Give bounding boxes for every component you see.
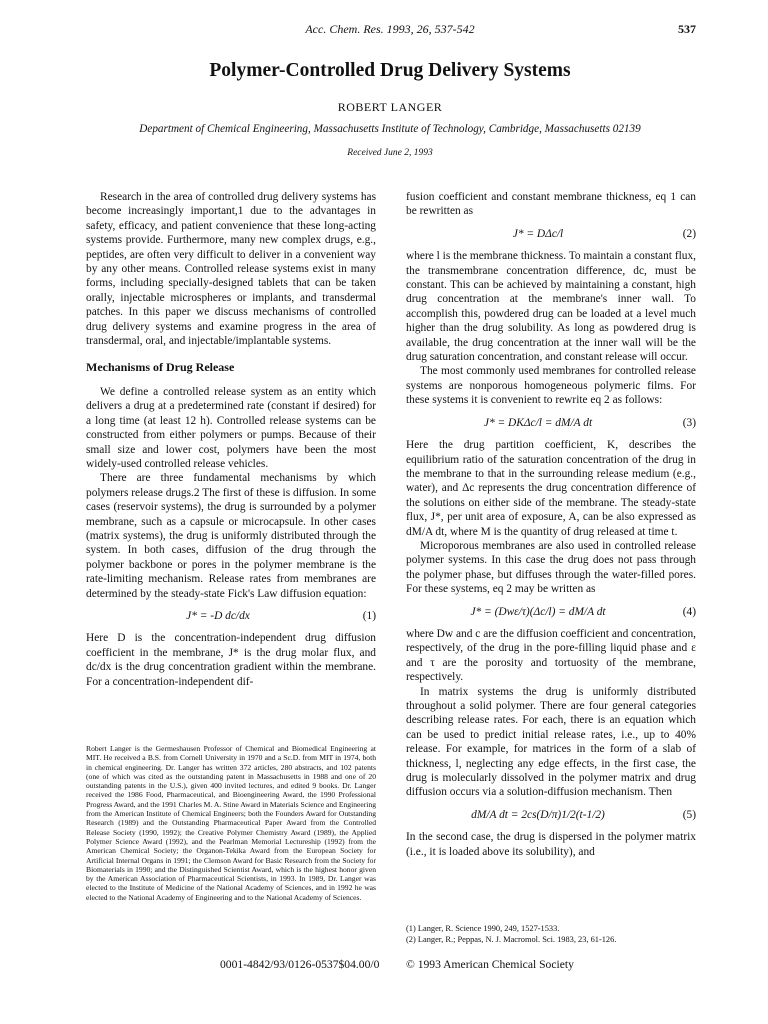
equation-number: (1) [362, 609, 376, 622]
author-name: ROBERT LANGER [337, 100, 443, 114]
page-footer [84, 958, 696, 974]
paragraph: fusion coefficient and constant membrane thickness, eq 1 can be rewritten as [406, 191, 696, 218]
equation-number: (3) [682, 416, 696, 429]
equation-text: J* = DKΔc/l = dM/A dt [483, 416, 593, 429]
paragraph: where Dw and c are the diffusion coefficient and concentration, respectively, of the drug in the pore-filling liquid phase and ε and τ are the porosity and tortuosity of the membrane, respectively. [406, 627, 696, 684]
running-head [84, 22, 696, 40]
paragraph: where l is the membrane thickness. To maintain a constant flux, the transmembrane concentration difference, dc, must be constant. This can be achieved by maintaining a constant, high drug concentration at the membrane's inner wall. To accomplish this, powdered drug can be loaded at a level much higher than the drug solubility. As long as powdered drug is available, the drug concentration at the inner wall will be the drug saturation concentration, and constant release will occur. [406, 250, 697, 364]
paragraph: We define a controlled release system as an entity which delivers a drug at a predetermined rate (constant if desired) for a long time (at least 12 h). Controlled release systems can be constructed from either polymers or pumps. Because of their small size and lower cost, polymers have been the most widely-used controlled release vehicles. [86, 385, 376, 470]
equation-3 [406, 416, 696, 430]
equation-5 [406, 808, 696, 822]
right-column [406, 190, 696, 859]
paragraph: Here D is the concentration-independent drug diffusion coefficient in the membrane, J* is the drug molar flux, and dc/dx is the drug concentration gradient within the membrane. For a concentration-independent dif- [86, 632, 376, 688]
equation-text: dM/A dt = 2cs(D/π)1/2(t-1/2) [471, 808, 605, 821]
equation-4 [406, 605, 696, 619]
journal-citation: Acc. Chem. Res. 1993, 26, 537-542 [305, 22, 475, 36]
equation-text: J* = (Dwε/τ)(Δc/l) = dM/A dt [470, 605, 606, 618]
left-column [86, 190, 376, 689]
paragraph: In matrix systems the drug is uniformly distributed throughout a solid polymer. There are four general categories describing release rates. For each, there is an equation which can be used to predict initial release rates, i.e., up to 40% release. For example, for matrices in the form of a slab of thickness, l, neglecting any edge effects, in the first case, the drug is molecularly dissolved in the polymer matrix and drug diffusion occurs via a solution-diffusion mechanism. Then [406, 685, 696, 799]
received-date: Received June 2, 1993 [347, 148, 433, 158]
equation-number: (4) [682, 605, 696, 618]
equation-2 [406, 227, 696, 241]
reference-item: (1) Langer, R. Science 1990, 249, 1527-1533. [406, 924, 560, 933]
equation-text: J* = -D dc/dx [186, 609, 250, 622]
paragraph: Here the drug partition coefficient, K, describes the equilibrium ratio of the saturation concentration of the drug in the membrane to that in the surrounding release medium (e.g., water), and Δc represents the drug concentration difference of the solutions on either side of the membrane. The steady-state flux, J*, per unit area of exposure, A, can be also expressed as dM/A dt, where M is the quantity of drug released at time t. [406, 439, 696, 538]
paragraph: In the second case, the drug is dispersed in the polymer matrix (i.e., it is loaded above its solubility), and [406, 831, 696, 858]
intro-paragraph: Research in the area of controlled drug delivery systems has become increasingly important,1 due to the advantages in safety, efficacy, and patient convenience that these long-acting systems provide. Furthermore, many new complex drugs, e.g., peptides, are often very difficult to deliver in a convenient way by any other means. Controlled release systems exist in many forms, including specially-designed tablets that can be taken orally, injectable microspheres or implants, and transdermal patches. In this paper we discuss mechanisms of controlled drug delivery systems and examine progress in the area of transdermal, oral, and injectable/implantable systems. [86, 191, 376, 348]
author-affiliation: Department of Chemical Engineering, Massachusetts Institute of Technology, Cambridge, Massachusetts 02139 [139, 123, 641, 135]
equation-1 [86, 609, 376, 623]
reference-item: (2) Langer, R.; Peppas, N. J. Macromol. Sci. 1983, 23, 61-126. [406, 935, 617, 944]
copyright: © 1993 American Chemical Society [406, 958, 574, 971]
paragraph: There are three fundamental mechanisms by which polymers release drugs.2 The first of these is diffusion. In some cases (reservoir systems), the drug is surrounded by a polymer membrane, such as a capsule or microcapsule. In other cases (matrix systems), the drug is uniformly distributed through the system. In both cases, diffusion of the drug through the polymer backbone or pores in the polymer membrane is the rate-limiting mechanism. Release rates from membranes are determined by the steady-state Fick's Law diffusion equation: [86, 472, 376, 600]
equation-number: (5) [682, 808, 696, 821]
section-heading: Mechanisms of Drug Release [86, 360, 235, 375]
equation-text: J* = DΔc/l [512, 227, 564, 240]
paragraph: The most commonly used membranes for controlled release systems are nonporous homogeneous polymeric films. For these systems it is convenient to rewrite eq 2 as follows: [406, 365, 696, 407]
paragraph: Microporous membranes are also used in controlled release polymer systems. In this case the drug does not pass through the polymer phase, but diffuses through the water-filled pores. For these systems, eq 2 may be written as [406, 539, 696, 596]
article-title: Polymer-Controlled Drug Delivery Systems [209, 60, 571, 81]
references [406, 923, 696, 945]
author-biography: Robert Langer is the Germeshausen Professor of Chemical and Biomedical Engineering at MIT. He received a B.S. from Cornell University in 1970 and a Sc.D. from MIT in 1974, both in chemical engineering. Dr. Langer has written 372 articles, 280 abstracts, and 102 patents (one of which was cited as the outstanding patent in Massachusetts in 1988 and one of 20 outstanding patents in the U.S.), given 400 invited lectures, and edited 9 books. Dr. Langer received the 1986 Food, Pharmaceutical, and Bioengineering Award, the 1990 Professional Progress Award, and the 1991 Charles M. A. Stine Award in Materials Science and Engineering from the American Institute of Chemical Engineers; both the Founders Award for Outstanding Research (1989) and the Outstanding Pharmaceutical Paper Award from the Controlled Release Society (1990, 1992); the Creative Polymer Chemistry Award (1989), the Applied Polymer Science Award (1992), and the Pearlman Memorial Lectureship (1992) from the American Chemical Society; the Organon-Tekika Award from the European Society for Artificial Internal Organs in 1991; the Clemson Award for Basic Research from the Society for Biomaterials in 1990; and the Distinguished Scientist Award, which is the highest honor given by the American Association of Pharmaceutical Scientists, in 1993. In 1989, Dr. Langer was elected to the Institute of Medicine of the National Academy of Sciences, and in 1992 he was elected to the National Academy of Engineering and to the National Academy of Sciences. [86, 744, 376, 902]
article-code: 0001-4842/93/0126-0537$04.00/0 [220, 958, 380, 971]
page-number: 537 [678, 22, 696, 36]
equation-number: (2) [682, 227, 696, 240]
